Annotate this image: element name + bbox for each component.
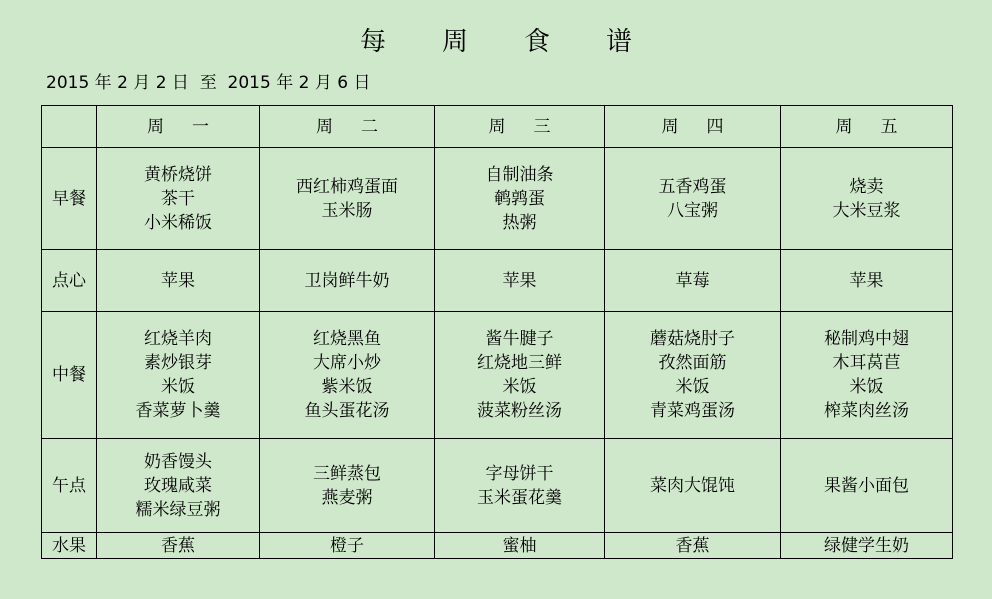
dish-item: 小米稀饭: [144, 212, 212, 233]
menu-cell: [260, 533, 435, 559]
menu-cell: [260, 148, 435, 250]
dish-item: 香蕉: [675, 535, 710, 556]
day-header-tue: [260, 106, 435, 148]
meal-label: 点心: [42, 250, 97, 312]
day-label: 周三: [488, 116, 579, 137]
dish-item: 糯米绿豆粥: [135, 499, 221, 520]
menu-cell: [435, 533, 605, 559]
dish-item: 香蕉: [161, 535, 195, 556]
day-label: 周四: [661, 116, 752, 137]
dish-item: 孜然面筋: [658, 353, 727, 373]
day-header-fri: [781, 106, 953, 148]
meal-row-lunch: [42, 312, 953, 439]
menu-cell: [781, 312, 953, 439]
dish-item: 鹌鹑蛋: [494, 188, 545, 209]
dish-item: 绿健学生奶: [824, 535, 909, 556]
day-label: 周二: [316, 116, 406, 137]
dish-item: 西红柿鸡蛋面: [296, 176, 398, 197]
dish-item: 素炒银芽: [144, 353, 212, 373]
dish-item: 菠菜粉丝汤: [477, 401, 562, 421]
dish-item: 苹果: [502, 270, 537, 291]
dish-item: 苹果: [161, 270, 195, 291]
dish-item: 米饭: [849, 377, 884, 397]
dish-item: 大米豆浆: [832, 200, 901, 221]
menu-cell: [97, 312, 260, 439]
meal-row-breakfast: [42, 148, 953, 250]
dish-item: 红烧黑鱼: [313, 329, 381, 349]
dish-item: 米饭: [675, 377, 710, 397]
menu-cell: [781, 439, 953, 533]
dish-item: 米饭: [161, 377, 195, 397]
meal-row-snack: [42, 250, 953, 312]
corner-cell: [42, 106, 97, 148]
dish-item: 玉米肠: [321, 200, 373, 221]
menu-cell: [97, 533, 260, 559]
weekly-menu-table: [41, 105, 953, 559]
meal-label: 早餐: [42, 148, 97, 250]
dish-item: 玉米蛋花羹: [477, 487, 562, 508]
dish-item: 奶香馒头: [144, 451, 212, 472]
menu-cell: [97, 250, 260, 312]
dish-item: 红烧羊肉: [144, 329, 212, 349]
menu-cell: [260, 250, 435, 312]
dish-item: 红烧地三鲜: [477, 353, 562, 373]
dish-item: 香菜萝卜羹: [135, 401, 221, 421]
dish-item: 榨菜肉丝汤: [824, 401, 909, 421]
menu-cell: [435, 250, 605, 312]
dish-item: 草莓: [675, 270, 710, 291]
dish-item: 热粥: [502, 212, 537, 233]
dish-item: 紫米饭: [321, 377, 373, 397]
dish-item: 酱牛腱子: [485, 329, 554, 349]
day-header-thu: [605, 106, 781, 148]
date-range: 2015 年 2 月 2 日 至 2015 年 2 月 6 日: [46, 73, 371, 93]
menu-cell: [435, 439, 605, 533]
dish-item: 燕麦粥: [321, 487, 373, 508]
meal-label: 午点: [42, 439, 97, 533]
dish-item: 黄桥烧饼: [144, 164, 212, 185]
dish-item: 八宝粥: [667, 200, 718, 221]
dish-item: 蜜柚: [502, 535, 537, 556]
meal-label: 中餐: [42, 312, 97, 439]
menu-cell: [435, 312, 605, 439]
menu-cell: [97, 439, 260, 533]
dish-item: 苹果: [849, 270, 884, 291]
header-row: [42, 106, 953, 148]
dish-item: 大席小炒: [313, 353, 381, 373]
menu-cell: [605, 533, 781, 559]
menu-cell: [97, 148, 260, 250]
menu-cell: [781, 533, 953, 559]
menu-cell: [605, 439, 781, 533]
dish-item: 茶干: [161, 188, 195, 209]
dish-item: 三鲜蒸包: [313, 463, 381, 484]
dish-item: 米饭: [502, 377, 537, 397]
menu-cell: [260, 439, 435, 533]
day-label: 周五: [835, 116, 926, 137]
dish-item: 果酱小面包: [824, 475, 909, 496]
dish-item: 五香鸡蛋: [658, 176, 727, 197]
menu-cell: [781, 250, 953, 312]
dish-item: 自制油条: [485, 164, 554, 185]
menu-cell: [260, 312, 435, 439]
menu-cell: [781, 148, 953, 250]
dish-item: 鱼头蛋花汤: [304, 401, 390, 421]
dish-item: 青菜鸡蛋汤: [650, 401, 735, 421]
menu-cell: [605, 148, 781, 250]
dish-item: 烧卖: [849, 176, 884, 197]
dish-item: 字母饼干: [485, 463, 554, 484]
meal-row-afternoon-snack: [42, 439, 953, 533]
dish-item: 卫岗鲜牛奶: [304, 270, 390, 291]
day-header-mon: [97, 106, 260, 148]
dish-item: 菜肉大馄饨: [650, 475, 735, 496]
day-label: 周一: [147, 116, 237, 137]
page-title: 每周食谱: [359, 27, 688, 57]
dish-item: 蘑菇烧肘子: [650, 329, 735, 349]
day-header-wed: [435, 106, 605, 148]
menu-cell: [435, 148, 605, 250]
menu-cell: [605, 250, 781, 312]
dish-item: 橙子: [330, 535, 364, 556]
meal-label: 水果: [42, 533, 97, 559]
meal-row-fruit: [42, 533, 953, 559]
dish-item: 玫瑰咸菜: [144, 475, 212, 496]
dish-item: 秘制鸡中翅: [824, 329, 909, 349]
menu-cell: [605, 312, 781, 439]
dish-item: 木耳莴苣: [832, 353, 901, 373]
